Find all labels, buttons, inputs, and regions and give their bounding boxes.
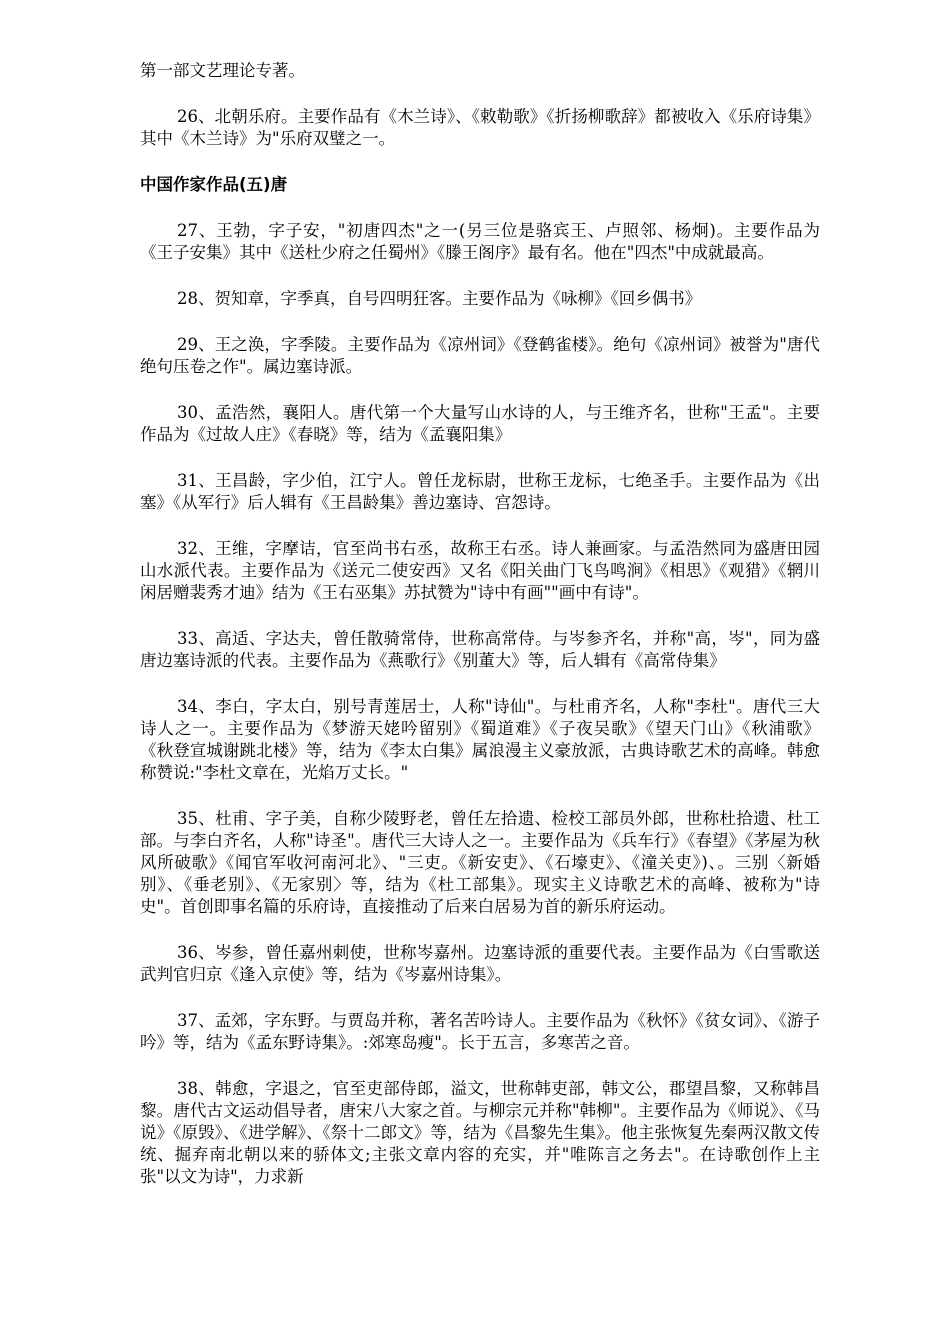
paragraph-37: 37、孟郊，字东野。与贾岛并称，著名苦吟诗人。主要作品为《秋怀》《贫女词》、《游子吟》等，结为《孟东野诗集》。:郊寒岛瘦"。长于五言，多寒苦之音。 [140,1011,820,1052]
lead-paragraph: 第一部文艺理论专著。 [140,61,305,80]
paragraph-26: 26、北朝乐府。主要作品有《木兰诗》、《敕勒歌》《折扬柳歌辞》都被收入《乐府诗集》其中《木兰诗》为"乐府双璧之一。 [140,107,820,148]
paragraph-35: 35、杜甫、字子美，自称少陵野老，曾任左拾遗、检校工部员外郎，世称杜拾遗、杜工部。与李白齐名，人称"诗圣"。唐代三大诗人之一。主要作品为《兵车行》《春望》《茅屋为秋风所破歌》《闻官军收河南河北》、"三吏。《新安吏》、《石壕吏》、《潼关吏》)、。三别〈新婚别》、《垂老别》、《无家别〉等，结为《杜工部集》。现实主义诗歌艺术的高峰、被称为"诗史"。首创即事名篇的乐府诗，直接推动了后来白居易为首的新乐府运动。 [140,809,820,916]
paragraph-38: 38、韩愈，字退之，官至吏部侍郎，溢文，世称韩吏部，韩文公，郡望昌黎，又称韩昌黎。唐代古文运动倡导者，唐宋八大家之首。与柳宗元并称"韩柳"。主要作品为《师说》、《马说》《原毁》、《进学解》、《祭十二郎文》等，结为《昌黎先生集》。他主张恢复先秦两汉散文传统、掘弃南北朝以来的骄体文;主张文章内容的充实，并"唯陈言之务去"。在诗歌创作上主张"以文为诗"，力求新 [140,1079,820,1186]
paragraph-29: 29、王之涣，字季陵。主要作品为《凉州词》《登鹤雀楼》。绝句《凉州词》被誉为"唐代绝句压卷之作"。属边塞诗派。 [140,335,820,376]
paragraph-30: 30、孟浩然，襄阳人。唐代第一个大量写山水诗的人，与王维齐名，世称"王孟"。主要作品为《过故人庄》《春晓》等，结为《孟襄阳集》 [140,403,820,444]
paragraph-34: 34、李白，字太白，别号青莲居士，人称"诗仙"。与杜甫齐名，人称"李杜"。唐代三大诗人之一。主要作品为《梦游天姥吟留别》《蜀道难》《子夜吴歌》《望天门山》《秋浦歌》 《秋登宣城谢跳北楼》等，结为《李太白集》属浪漫主义豪放派，古典诗歌艺术的高峰。韩愈称赞说:"李杜文章在，光焰万丈长。" [140,697,820,782]
paragraph-28: 28、贺知章，字季真，自号四明狂客。主要作品为《咏柳》《回乡偶书》 [177,289,702,308]
paragraph-36: 36、岑参，曾任嘉州刺使，世称岑嘉州。边塞诗派的重要代表。主要作品为《白雪歌送武判官归京《逢入京使》等，结为《岑嘉州诗集》。 [140,943,820,984]
paragraph-33: 33、高适、字达夫，曾任散骑常侍，世称高常侍。与岑参齐名，并称"高，岑"，同为盛唐边塞诗派的代表。主要作品为《燕歌行》《别董大》等，后人辑有《高常侍集》 [140,629,820,670]
section-heading: 中国作家作品(五)唐 [140,175,288,194]
paragraph-27: 27、王勃，字子安，"初唐四杰"之一(另三位是骆宾王、卢照邻、杨炯)。主要作品为《王子安集》其中《送杜少府之任蜀州》《滕王阁序》最有名。他在"四杰"中成就最高。 [140,221,820,262]
document-page [140,60,820,1212]
paragraph-31: 31、王昌龄，字少伯，江宁人。曾任龙标尉，世称王龙标，七绝圣手。主要作品为《出塞》《从军行》后人辑有《王昌龄集》善边塞诗、宫怨诗。 [140,471,820,512]
paragraph-32: 32、王维，字摩诘，官至尚书右丞，故称王右丞。诗人兼画家。与孟浩然同为盛唐田园山水派代表。主要作品为《送元二使安西》又名《阳关曲门飞鸟鸣涧》《相思》《观猎》《辋川闲居赠裴秀才迪》结为《王右巫集》苏拭赞为"诗中有画""画中有诗"。 [140,539,820,602]
